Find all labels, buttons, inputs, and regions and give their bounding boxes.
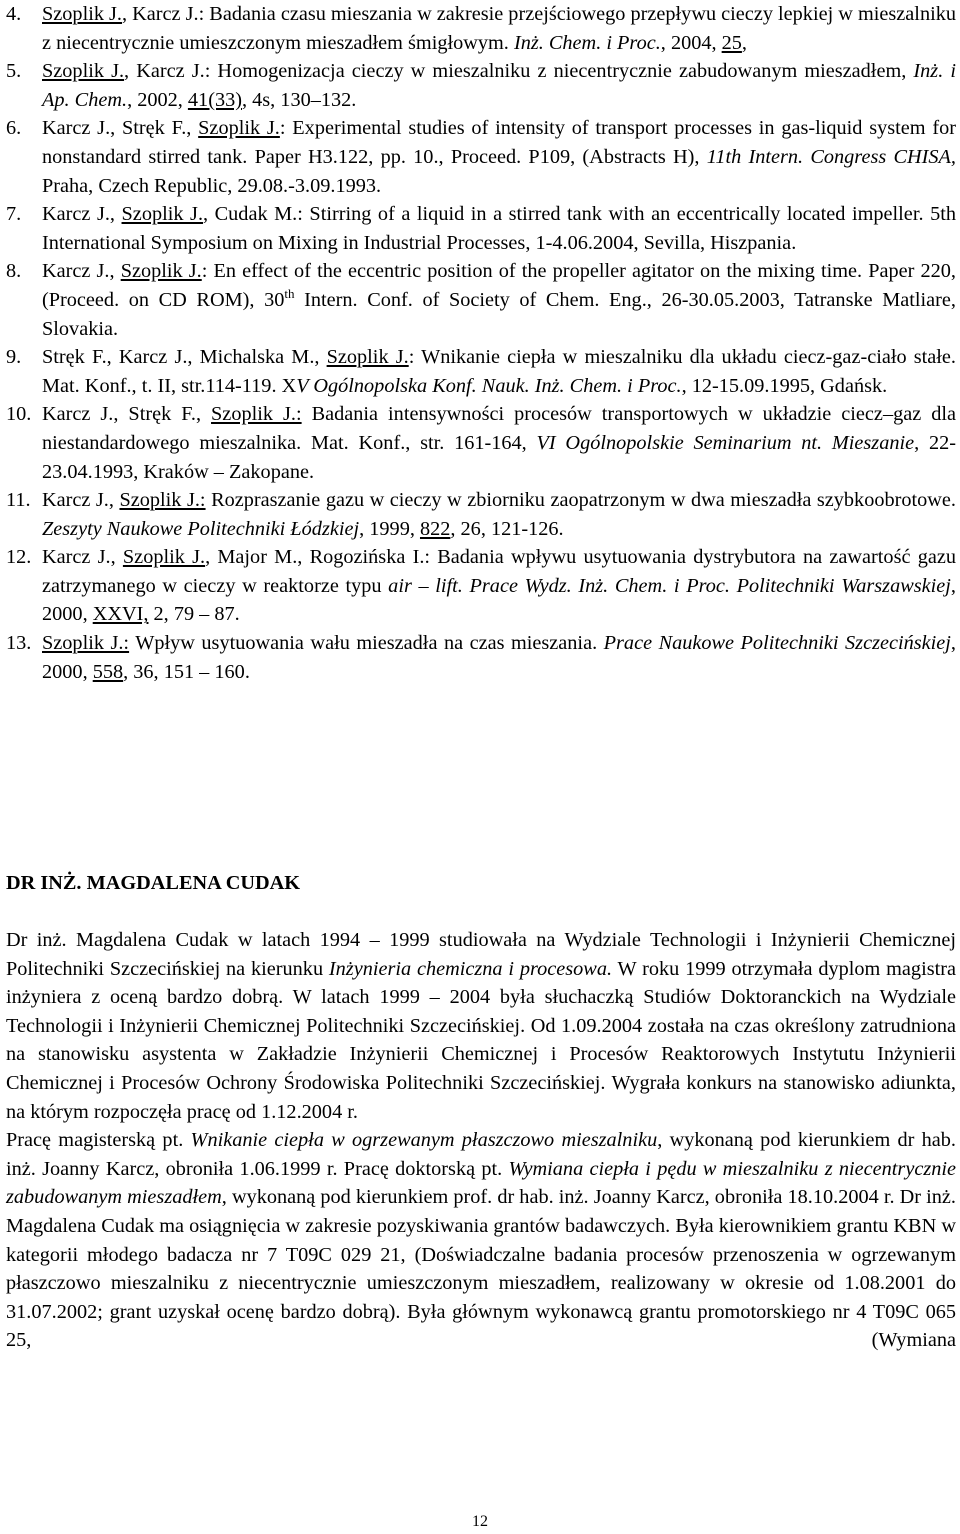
- section-heading: DR INŻ. MAGDALENA CUDAK: [6, 872, 301, 894]
- reference-text-segment: Zeszyty Naukowe Politechniki Łódzkiej: [42, 517, 360, 540]
- reference-number: 11.: [6, 489, 31, 512]
- reference-text-segment: : Experimental studies of intensity of transport processes in gas-liquid system for nonstandard stirred tank. Paper H3.122, pp. 10., Proceed. P109, (Abstracts H),: [42, 117, 956, 168]
- reference-text-segment: Karcz J.,: [42, 546, 123, 569]
- reference-text-segment: Szoplik J.: [42, 60, 125, 83]
- reference-text-segment: Karcz J.,: [42, 489, 120, 512]
- reference-text-segment: , Major M., Rogozińska I.: Badania wpływu usytuowania dystrybutora na zawartość gazu zatrzymanego w cieczy w reaktorze typu: [42, 546, 956, 597]
- reference-text-segment: , 12-15.09.1995, Gdańsk.: [681, 374, 888, 397]
- reference-item: [6, 629, 956, 686]
- reference-text-segment: Szoplik J.: [326, 346, 409, 369]
- reference-text-segment: Karcz J., Stręk F.,: [42, 403, 212, 426]
- reference-text-segment: Szoplik J.:: [42, 632, 130, 655]
- reference-number: 13.: [6, 632, 32, 655]
- reference-text-segment: Inż. i Ap. Chem.: [42, 60, 957, 111]
- reference-text-segment: Chem. i Proc.: [543, 31, 661, 54]
- bio-paragraph-1: [6, 926, 956, 1126]
- reference-list: [6, 0, 956, 686]
- reference-text-segment: air – lift. Prace Wydz. Inż. Chem. i Proc. Politechniki Warszawskiej: [388, 574, 951, 597]
- reference-text-segment: Szoplik J.:: [211, 403, 302, 426]
- reference-text-segment: 25: [721, 31, 742, 54]
- reference-number: 6.: [6, 117, 22, 140]
- reference-text-segment: Inż.: [513, 31, 544, 54]
- bio-text-segment: Wnikanie ciepła w ogrzewanym płaszczowo mieszalniku: [190, 1129, 658, 1152]
- bio-text-segment: Dr inż. Magdalena Cudak w latach 1994 – 1999 studiowała na Wydziale Technologii i Inżynierii Chemicznej Politechniki Szczecińskiej na kierunku: [6, 929, 956, 980]
- reference-item: [6, 486, 956, 543]
- reference-text-segment: , 2004,: [660, 31, 722, 54]
- reference-text-segment: , 26, 121-126.: [450, 517, 564, 540]
- reference-text-segment: : En effect of the eccentric position of the propeller agitator on the mixing time. Paper 220, (Proceed. on CD ROM), 30: [42, 260, 956, 311]
- reference-text-segment: Badania intensywności procesów transportowych w układzie ciecz–gaz dla niestandardowego mieszalnika. Mat. Konf., str. 161-164,: [42, 403, 956, 454]
- reference-text-segment: 558: [92, 660, 124, 683]
- reference-item: [6, 114, 956, 200]
- reference-item: [6, 400, 956, 486]
- reference-text-segment: : Wnikanie ciepła w mieszalniku dla układu ciecz-gaz-ciało stałe. Mat. Konf., t. II, str.114-119. X: [42, 346, 956, 397]
- page-number: 12: [472, 1513, 488, 1530]
- reference-text-segment: Szoplik J.: [42, 3, 123, 25]
- bio-paragraph-2: [6, 1126, 956, 1355]
- reference-text-segment: 41(33): [187, 88, 242, 111]
- reference-text-segment: Szoplik J.: [120, 260, 202, 283]
- reference-text-segment: , 36, 151 – 160.: [123, 660, 250, 683]
- reference-number: 12.: [6, 546, 32, 569]
- reference-text-segment: Karcz J.,: [42, 203, 122, 226]
- reference-item: [6, 257, 956, 343]
- reference-text-segment: , 1999,: [359, 517, 420, 540]
- reference-text-segment: V Ogólnopolska Konf. Nauk. Inż. Chem. i Proc.: [296, 374, 682, 397]
- reference-text-segment: 2, 79 – 87.: [148, 603, 240, 626]
- reference-text-segment: Karcz J.,: [42, 260, 121, 283]
- reference-number: 4.: [6, 3, 22, 25]
- reference-text-segment: Szoplik J.: [121, 203, 204, 226]
- bio-text-segment: Pracę magisterską pt.: [6, 1129, 191, 1152]
- reference-text-segment: VI Ogólnopolskie Seminarium nt. Mieszanie: [536, 431, 915, 454]
- reference-text-segment: 11th Intern. Congress CHISA,: [706, 145, 956, 168]
- reference-text-segment: , 4s, 130–132.: [241, 88, 357, 111]
- reference-text-segment: , Karcz J.: Badania czasu mieszania w zakresie przejściowego przepływu cieczy lepkiej w mieszalniku z niecentrycznie umieszczonym mieszadłem śmigłowym.: [42, 3, 957, 54]
- reference-text-segment: XXVI,: [92, 603, 149, 626]
- reference-number: 10.: [6, 403, 32, 426]
- reference-item: [6, 200, 956, 257]
- bio-text-segment: , wykonaną pod kierunkiem dr hab. inż. Joanny Karcz, obroniła 1.06.1999 r. Pracę doktorską pt.: [6, 1129, 957, 1180]
- reference-text-segment: , 2000,: [42, 574, 956, 626]
- reference-item: [6, 543, 956, 629]
- bio-text-segment: Wymiana ciepła i pędu w mieszalniku z niecentrycznie zabudowanym mieszadłem: [6, 1157, 956, 1209]
- reference-text-segment: ,: [741, 31, 747, 54]
- reference-number: 7.: [6, 203, 22, 226]
- reference-item: [6, 0, 956, 57]
- reference-text-segment: Karcz J., Stręk F.,: [42, 117, 199, 140]
- reference-text-segment: th: [284, 286, 295, 302]
- reference-text-segment: Szoplik J.: [198, 117, 280, 140]
- reference-number: 5.: [6, 60, 22, 83]
- reference-text-segment: 822: [419, 517, 451, 540]
- reference-text-segment: Rozpraszanie gazu w cieczy w zbiorniku zaopatrzonym w dwa mieszadła szybkoobrotowe.: [205, 489, 956, 512]
- biography: [6, 926, 956, 1355]
- bio-text-segment: Inżynieria chemiczna i procesowa.: [328, 957, 613, 980]
- reference-text-segment: , 2000,: [42, 632, 956, 683]
- reference-number: 8.: [6, 260, 22, 283]
- reference-text-segment: Szoplik J.: [122, 546, 206, 569]
- reference-text-segment: Szoplik J.:: [119, 489, 206, 512]
- reference-text-segment: , 2002,: [127, 88, 188, 111]
- reference-text-segment: , Cudak M.: Stirring of a liquid in a stirred tank with an eccentrically located impeller. 5th International Symposium on Mixing in Industrial Processes, 1-4.06.2004, Sevilla, Hiszpania.: [42, 203, 956, 254]
- reference-text-segment: Intern. Conf. of Society of Chem. Eng., 26-30.05.2003, Tatranske Matliare, Slovakia.: [42, 288, 956, 340]
- reference-text-segment: Wpływ usytuowania wału mieszadła na czas mieszania.: [129, 632, 604, 655]
- reference-number: 9.: [6, 346, 22, 369]
- document-page: [6, 0, 957, 1352]
- bio-text-segment: , wykonaną pod kierunkiem prof. dr hab. inż. Joanny Karcz, obroniła 18.10.2004 r. Dr inż. Magdalena Cudak ma osiągnięcia w zakresie pozyskiwania grantów badawczych. Była kierownikiem grantu KBN w kategorii młodego badacza nr 7 T09C 029 21, (Doświadczalne badania procesów przenoszenia w ogrzewanym płaszczowo mieszalniku z niecentrycznie umieszczonym mieszadłem, realizowany w okresie od 1.08.2001 do 31.07.2002; grant uzyskał ocenę bardzo dobrą). Była głównym wykonawcą grantu promotorskiego nr 4 T09C 065 25, (Wymiana: [6, 1186, 956, 1352]
- reference-text-segment: Praha, Czech Republic, 29.08.-3.09.1993.: [42, 174, 382, 197]
- reference-text-segment: Prace Naukowe Politechniki Szczecińskiej: [603, 632, 951, 655]
- reference-item: [6, 343, 956, 400]
- bio-text-segment: W roku 1999 otrzymała dyplom magistra inżyniera z oceną bardzo dobrą. W latach 1999 – 2004 była słuchaczką Studiów Doktoranckich na Wydziale Technologii i Inżynierii Chemicznej Politechniki Szczecińskiej. Od 1.09.2004 została na czas określony zatrudniona na stanowisku asystenta w Zakładzie Inżynierii Chemicznej i Procesów Reaktorowych Instytutu Inżynierii Chemicznej i Procesów Ochrony Środowiska Politechniki Szczecińskiej. Wygrała konkurs na stanowisko adiunkta, na którym rozpoczęła pracę od 1.12.2004 r.: [6, 957, 956, 1123]
- reference-text-segment: , Karcz J.: Homogenizacja cieczy w mieszalniku z niecentrycznie zabudowanym mieszadłem,: [124, 60, 914, 83]
- reference-text-segment: , 22-23.04.1993, Kraków – Zakopane.: [42, 431, 956, 483]
- reference-item: [6, 57, 956, 114]
- reference-text-segment: Stręk F., Karcz J., Michalska M.,: [42, 346, 327, 369]
